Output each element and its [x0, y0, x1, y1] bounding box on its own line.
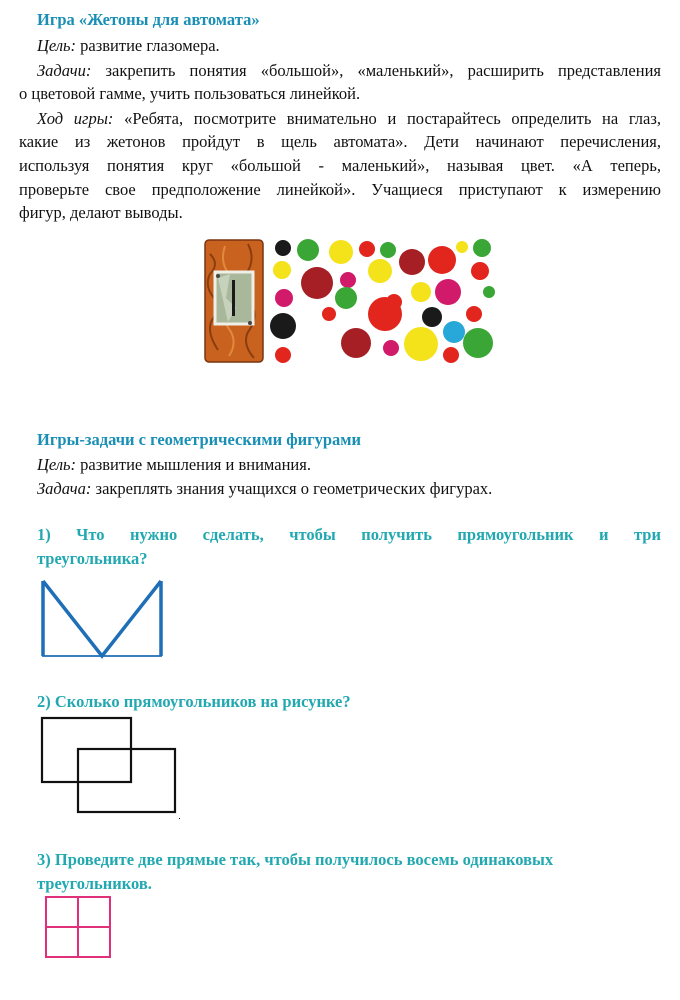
goal-label-2: Цель:	[37, 455, 77, 474]
game1-course-line2: какие из жетонов пройдут в щель автомата». Дети начинают перечисления,	[19, 132, 661, 151]
question-3-line1: 3) Проведите две прямые так, чтобы получилось восемь одинаковых	[37, 850, 554, 869]
overlapping-rectangles-figure	[38, 715, 184, 821]
game2-task	[37, 478, 492, 500]
question-3-line2: треугольников.	[37, 874, 152, 893]
task-label: Задача:	[37, 479, 92, 498]
game2-title: Игры-задачи с геометрическими фигурами	[37, 430, 362, 449]
goal-label: Цель:	[37, 36, 77, 55]
game1-tasks-line2: о цветовой гамме, учить пользоваться линейкой.	[19, 84, 361, 103]
task-text: закреплять знания учащихся о геометрических фигурах.	[91, 479, 493, 498]
game1-course-line4: проверьте свое предположение линейкой». Учащиеся приступают к измерению	[19, 180, 661, 199]
question-1-line1: 1) Что нужно сделать, чтобы получить прямоугольник и три	[37, 525, 661, 544]
goal-text-2: развитие мышления и внимания.	[76, 455, 311, 474]
question-2: 2) Сколько прямоугольников на рисунке?	[37, 692, 351, 711]
goal-text: развитие глазомера.	[76, 36, 220, 55]
game1-tasks-line1	[37, 60, 661, 82]
pink-square-figure	[44, 895, 114, 961]
game1-goal	[37, 35, 220, 57]
game2-goal	[37, 454, 311, 476]
game1-title: Игра «Жетоны для автомата»	[37, 10, 260, 29]
tokens	[270, 239, 495, 363]
game1-course-line1	[37, 108, 661, 130]
game1-course-line3: используя понятия круг «большой - маленький», называя цвет. «А теперь,	[19, 156, 661, 175]
token-illustration	[200, 234, 500, 369]
course-text-1: «Ребята, посмотрите внимательно и постарайтесь определить на глаз,	[113, 109, 661, 128]
tasks-text-1: закрепить понятия «большой», «маленький», расширить представления	[91, 61, 661, 80]
tasks-label: Задачи:	[37, 61, 92, 80]
question-1-line2: треугольника?	[37, 549, 148, 568]
course-label: Ход игры:	[37, 109, 114, 128]
game1-course-line5: фигур, делают выводы.	[19, 203, 183, 222]
rectangle-triangles-figure	[40, 578, 166, 660]
vending-slot-panel	[205, 240, 263, 362]
question-1	[37, 523, 661, 571]
